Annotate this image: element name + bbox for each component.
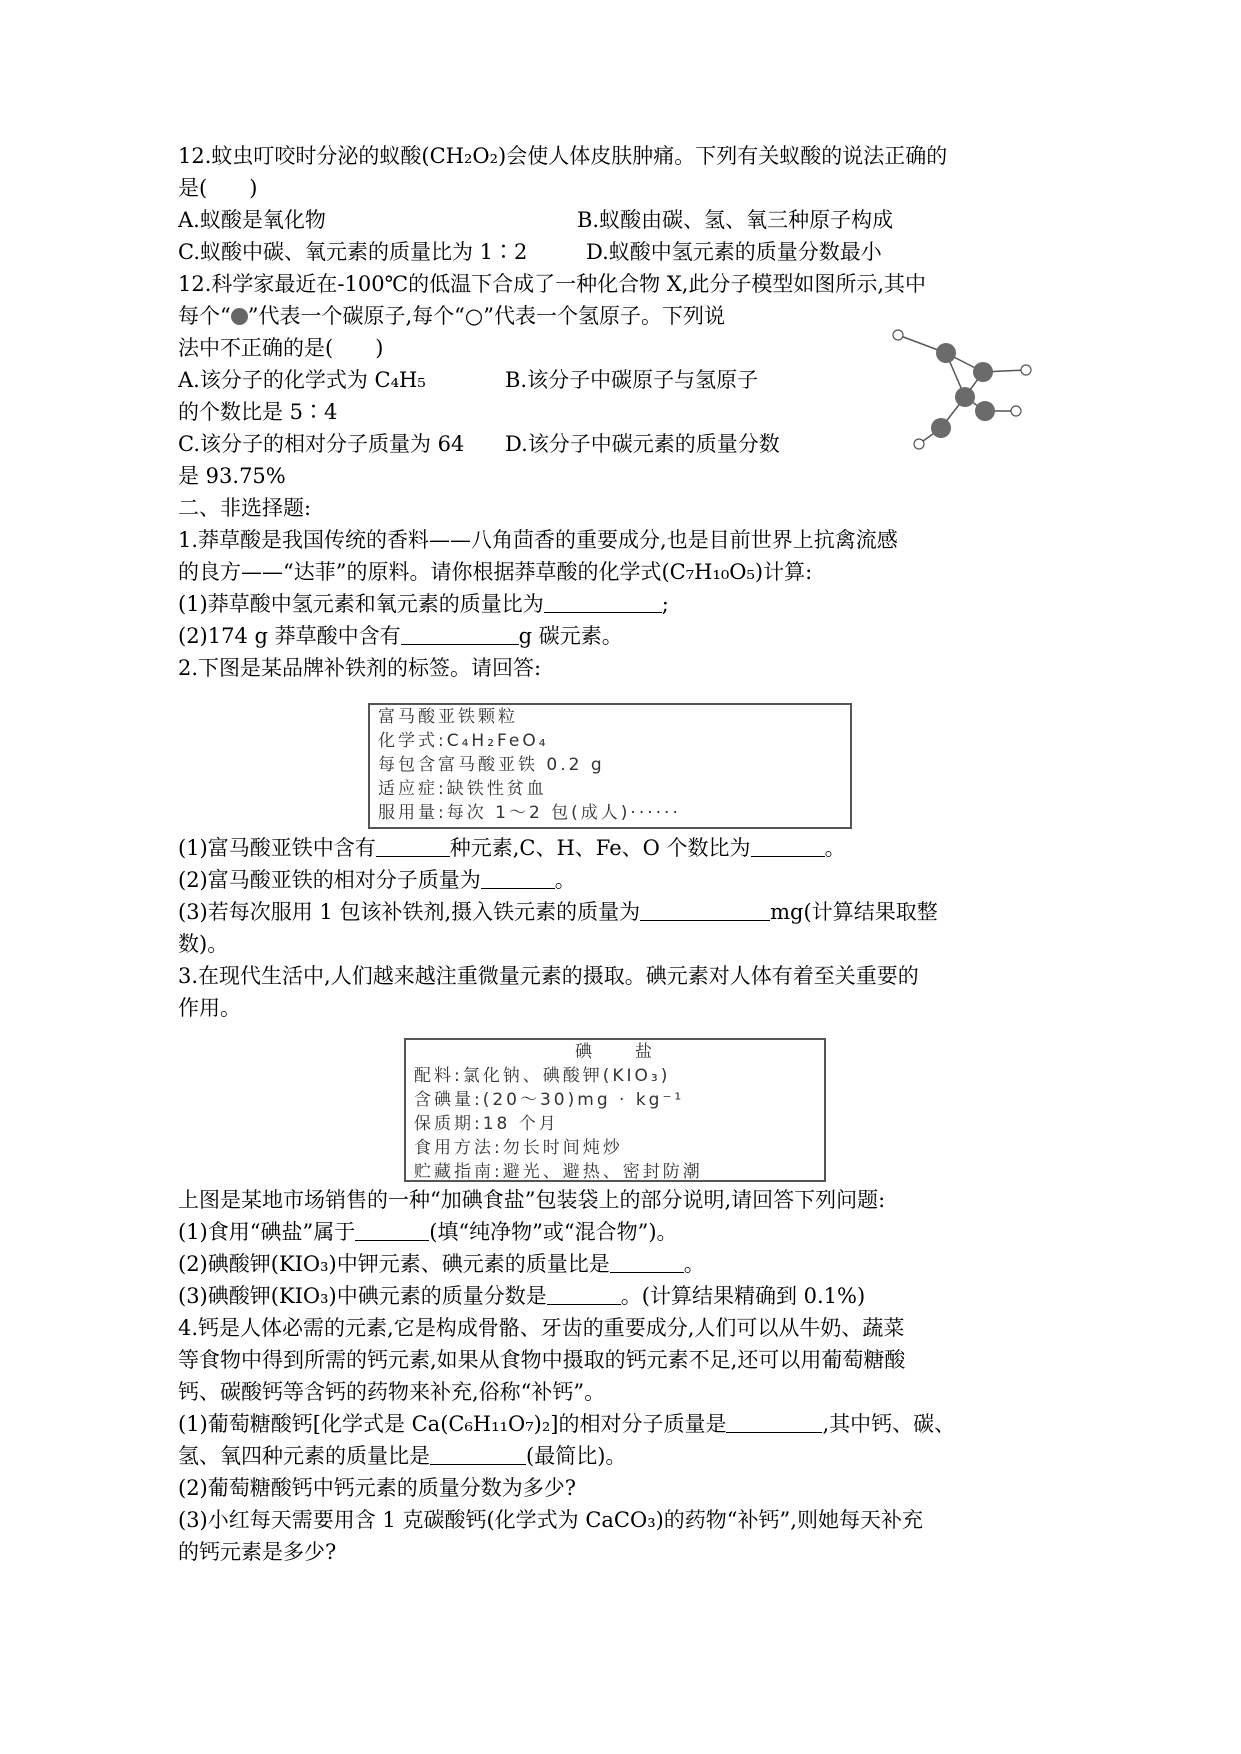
q2-sub2: (2)富马酸亚铁的相对分子质量为 。 [178,868,576,892]
q4-sub3-line1: (3)小红每天需要用含 1 克碳酸钙(化学式为 CaCO₃)的药物“补钙”,则她每天补充 [178,1508,923,1532]
q12b-stem-line2-mid: ”代表一个碳原子,每个“○”代表一个氢原子。下列说 [247,304,725,328]
q12a-option-c: C.蚁酸中碳、氧元素的质量比为 1∶2 [178,240,528,264]
q12b-stem-line2 [178,300,725,332]
q12b-option-d: D.该分子中碳元素的质量分数 [505,432,780,456]
q1-sub2: (2)174 g 莽草酸中含有 g 碳元素。 [178,624,623,648]
q12a-option-b: B.蚁酸由碳、氢、氧三种原子构成 [577,208,894,232]
answer-blank[interactable] [430,1444,526,1465]
answer-blank[interactable] [610,1252,684,1273]
q12a-stem-line1: 12.蚊虫叮咬时分泌的蚁酸(CH₂O₂)会使人体皮肤肿痛。下列有关蚁酸的说法正确的 [178,144,948,168]
answer-blank[interactable] [547,1284,621,1305]
answer-blank[interactable] [355,1220,429,1241]
answer-blank[interactable] [401,624,519,645]
answer-blank[interactable] [751,836,825,857]
answer-blank[interactable] [376,836,450,857]
q12b-stem-line2-pre: 每个“ [178,304,231,328]
label-row: 服用量:每次 1～2 包(成人)······ [378,803,681,823]
iodized-salt-label [404,1038,826,1182]
q4-sub1: (1)葡萄糖酸钙[化学式是 Ca(C₆H₁₁O₇)₂]的相对分子质量是 ,其中钙、碳、 [178,1412,956,1436]
answer-blank[interactable] [726,1412,822,1433]
molecule-model [890,325,1060,450]
q3-sub3: (3)碘酸钾(KIO₃)中碘元素的质量分数是 。(计算结果精确到 0.1%) [178,1284,866,1308]
label-row: 碘 盐 [575,1042,655,1062]
q4-sub1-cont: 氢、氧四种元素的质量比是 (最简比)。 [178,1444,627,1468]
q1-stem-line2: 的良方——“达菲”的原料。请你根据莽草酸的化学式(C₇H₁₀O₅)计算: [178,560,813,584]
q12a-option-d: D.蚁酸中氢元素的质量分数最小 [586,240,882,264]
q3-intro: 上图是某地市场销售的一种“加碘食盐”包装袋上的部分说明,请回答下列问题: [178,1188,886,1212]
label-row: 贮藏指南:避光、避热、密封防潮 [414,1162,703,1182]
label-row: 富马酸亚铁颗粒 [378,707,518,727]
q12a-option-a: A.蚁酸是氧化物 [178,208,326,232]
answer-blank[interactable] [544,592,662,613]
q1-stem-line1: 1.莽草酸是我国传统的香料——八角茴香的重要成分,也是目前世界上抗禽流感 [178,528,898,552]
q3-stem-line2: 作用。 [178,996,241,1020]
iron-supplement-label [368,703,852,829]
q4-stem-line3: 钙、碳酸钙等含钙的药物来补充,俗称“补钙”。 [178,1380,606,1404]
q2-sub1: (1)富马酸亚铁中含有 种元素,C、H、Fe、O 个数比为 。 [178,836,846,860]
q12b-option-b: B.该分子中碳原子与氢原子 [505,368,759,392]
label-row: 含碘量:(20～30)mg · kg⁻¹ [414,1090,685,1110]
q12b-option-b-cont: 的个数比是 5∶4 [178,400,338,424]
q4-stem-line2: 等食物中得到所需的钙元素,如果从食物中摄取的钙元素不足,还可以用葡萄糖酸 [178,1348,906,1372]
q2-sub3: (3)若每次服用 1 包该补铁剂,摄入铁元素的质量为 mg(计算结果取整 [178,900,938,924]
section-heading: 二、非选择题: [178,496,312,520]
q12b-option-d-cont: 是 93.75% [178,464,286,488]
q12b-stem-line3: 法中不正确的是( ) [178,336,384,360]
label-row: 食用方法:勿长时间炖炒 [414,1138,623,1158]
answer-blank[interactable] [640,900,770,921]
q1-sub1: (1)莽草酸中氢元素和氧元素的质量比为 ; [178,592,669,616]
answer-blank[interactable] [481,868,555,889]
label-row: 配料:氯化钠、碘酸钾(KIO₃) [414,1066,671,1086]
q3-sub2: (2)碘酸钾(KIO₃)中钾元素、碘元素的质量比是 。 [178,1252,705,1276]
q3-stem-line1: 3.在现代生活中,人们越来越注重微量元素的摄取。碘元素对人体有着至关重要的 [178,964,919,988]
q12b-stem-line1: 12.科学家最近在-100℃的低温下合成了一种化合物 X,此分子模型如图所示,其中 [178,272,927,296]
q12b-option-a: A.该分子的化学式为 C₄H₅ [178,368,426,392]
q12a-stem-line2: 是( ) [178,176,258,200]
label-row: 保质期:18 个月 [414,1114,559,1134]
q4-stem-line1: 4.钙是人体必需的元素,它是构成骨骼、牙齿的重要成分,人们可以从牛奶、蔬菜 [178,1316,905,1340]
q3-sub1: (1)食用“碘盐”属于 (填“纯净物”或“混合物”)。 [178,1220,678,1244]
q4-sub3-line2: 的钙元素是多少? [178,1540,337,1564]
q4-sub2: (2)葡萄糖酸钙中钙元素的质量分数为多少? [178,1476,577,1500]
label-row: 每包含富马酸亚铁 0.2 g [378,755,605,775]
q2-stem: 2.下图是某品牌补铁剂的标签。请回答: [178,656,542,680]
q12b-option-c: C.该分子的相对分子质量为 64 [178,432,465,456]
label-row: 化学式:C₄H₂FeO₄ [378,731,549,751]
carbon-atom-icon [231,308,248,325]
label-row: 适应症:缺铁性贫血 [378,779,547,799]
q2-sub3-cont: 数)。 [178,932,229,956]
